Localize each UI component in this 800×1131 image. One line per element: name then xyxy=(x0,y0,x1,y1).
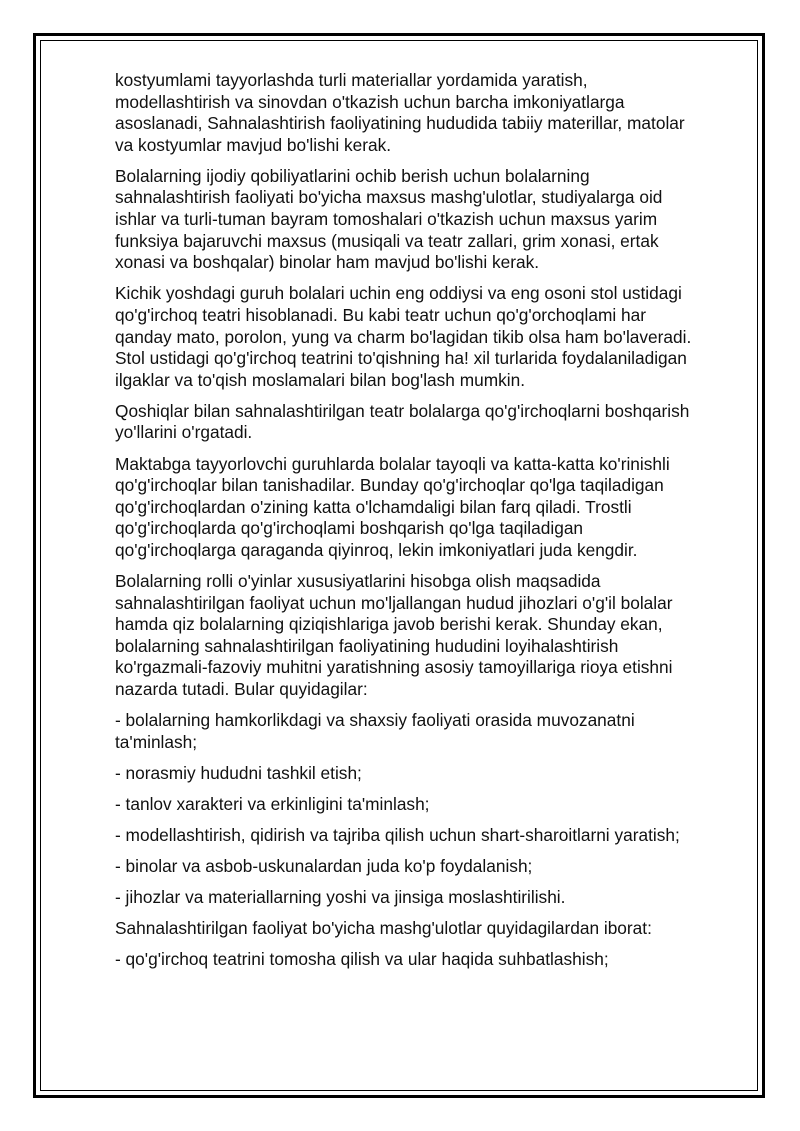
paragraph: Sahnalashtirilgan faoliyat bo'yicha mashg'ulotlar quyidagilardan iborat: xyxy=(115,918,652,939)
paragraph: Kichik yoshdagi guruh bolalari uchin eng oddiysi va eng osoni stol ustidagi qo'g'irchoq teatri hisoblanadi. Bu kabi teatr uchun qo'g'orchoqlami har qanday mato, porolon, yung va charm bo'lagidan tikib olsa ham bo'laveradi. Stol ustidagi qo'g'irchoq teatrini to'qishning ha! xil turlarida foydalaniladigan ilgaklar va to'qish moslamalari bilan bog'lash mumkin. xyxy=(115,283,692,390)
paragraph: Maktabga tayyorlovchi guruhlarda bolalar tayoqli va katta-katta ko'rinishli qo'g'irchoqlar bilan tanishadilar. Bunday qo'g'irchoqlar qo'lga taqiladigan qo'g'irchoqlardan o'zining katta o'lchamdaligi bilan farq qiladi. Trostli qo'g'irchoqlarda qo'g'irchoqlami boshqarish qo'lga taqiladigan qo'g'irchoqlarga qaraganda qiyinroq, lekin imkoniyatlari juda kengdir. xyxy=(115,453,670,560)
list-item: - modellashtirish, qidirish va tajriba qilish uchun shart-sharoitlarni yaratish; xyxy=(115,824,680,845)
list-item: - jihozlar va materiallarning yoshi va jinsiga moslashtirilishi. xyxy=(115,887,566,908)
document-body xyxy=(115,70,695,980)
paragraph: Bolalarning ijodiy qobiliyatlarini ochib berish uchun bolalarning sahnalashtirish faoliyati bo'yicha maxsus mashg'ulotlar, studiyalarga oid ishlar va turli-tuman bayram tomoshalari o'tkazish uchun maxsus yarim funksiya bajaruvchi maxsus (musiqali va teatr zallari, grim xonasi, ertak xonasi va boshqalar) binolar ham mavjud bo'lishi kerak. xyxy=(115,165,663,273)
paragraph: Bolalarning rolli o'yinlar xususiyatlarini hisobga olish maqsadida sahnalashtirilgan faoliyat uchun mo'ljallangan hudud jihozlari o'g'il bolalar hamda qiz bolalarning qiziqishlariga javob berishi kerak. Shunday ekan, bolalarning sahnalashtirilgan faoliyatining hududini loyihalashtirish ko'rgazmali-fazoviy muhitni yaratishning asosiy tamoyillariga rioya etishni nazarda tutadi. Bular quyidagilar: xyxy=(115,570,673,699)
list-item: - bolalarning hamkorlikdagi va shaxsiy faoliyati orasida muvozanatni ta'minlash; xyxy=(115,710,635,752)
list-item: - tanlov xarakteri va erkinligini ta'minlash; xyxy=(115,793,430,814)
list-item: - qo'g'irchoq teatrini tomosha qilish va ular haqida suhbatlashish; xyxy=(115,949,609,970)
list-item: - binolar va asbob-uskunalardan juda ko'p foydalanish; xyxy=(115,856,533,876)
paragraph: kostyumlami tayyorlashda turli materiallar yordamida yaratish, modellashtirish va sinovdan o'tkazish uchun barcha imkoniyatlarga asoslanadi, Sahnalashtirish faoliyatining hududida tabiiy materillar, matolar va kostyumlar mavjud bo'lishi kerak. xyxy=(115,70,685,155)
list-item: - norasmiy hududni tashkil etish; xyxy=(115,762,362,783)
paragraph: Qoshiqlar bilan sahnalashtirilgan teatr bolalarga qo'g'irchoqlarni boshqarish yo'llarini o'rgatadi. xyxy=(115,400,690,443)
